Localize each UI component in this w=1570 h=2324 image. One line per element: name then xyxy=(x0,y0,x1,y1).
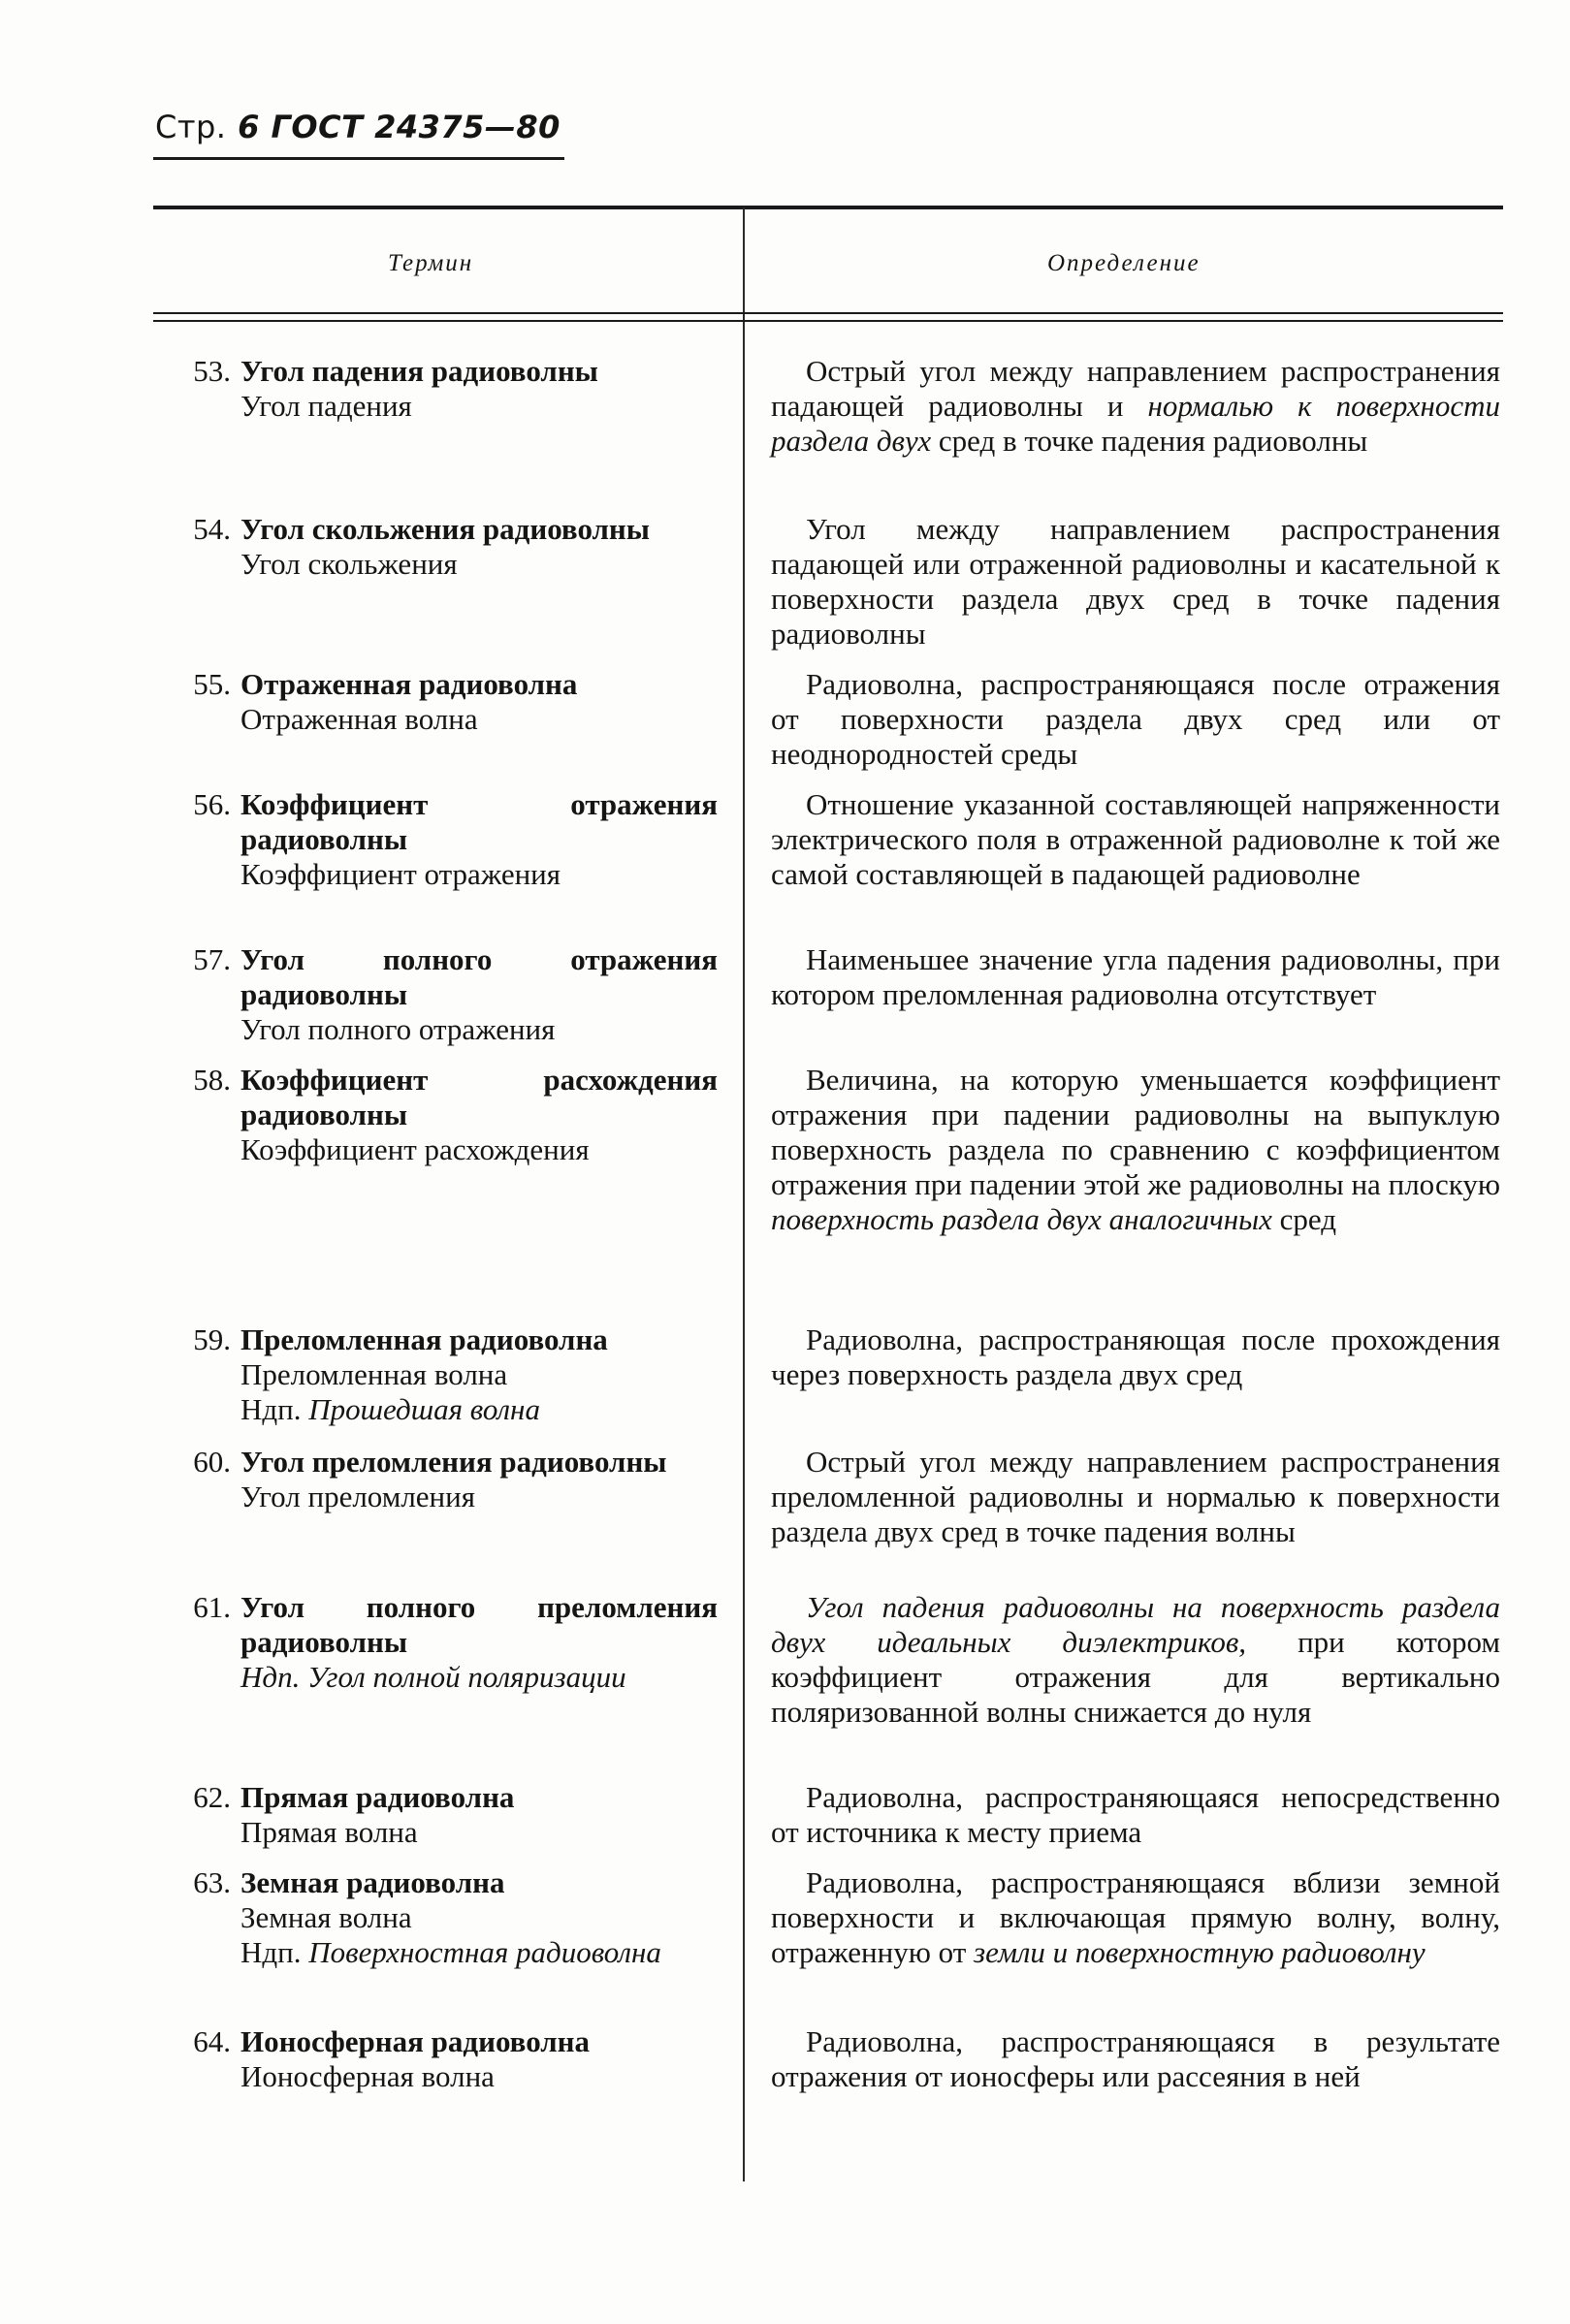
term-synonym: Ионосферная волна xyxy=(240,2059,495,2093)
standard-code: ГОСТ 24375—80 xyxy=(271,109,561,145)
term-deprecated xyxy=(240,1392,718,1427)
term-number: 55. xyxy=(193,667,231,701)
term-main: Угол полного отражения радиоволны xyxy=(240,942,718,1011)
term-number: 63. xyxy=(193,1865,231,1899)
definition-cell: Радиоволна, распространяющая после прохождения через поверхность раздела двух сред xyxy=(771,1322,1500,1391)
term-number: 58. xyxy=(193,1063,231,1097)
definition-cell xyxy=(771,1865,1500,1970)
definition-text-end: сред в точке падения радиоволны xyxy=(931,424,1368,458)
term-synonym: Коэффициент отражения xyxy=(240,857,561,891)
definition-italic: нормалью к поверхности раздела двух xyxy=(771,389,1500,458)
term-cell xyxy=(175,787,718,892)
term-cell xyxy=(175,1063,718,1167)
definition-text: Величина, на которую уменьшается коэффициент отражения при падении радиоволны на выпуклую поверхность раздела по сравнению с коэффициентом отражения при падении этой же радиоволны на плоскую xyxy=(771,1063,1500,1201)
term-synonym: Угол скольжения xyxy=(240,547,458,581)
term-cell xyxy=(175,1590,718,1695)
column-divider xyxy=(743,207,745,2181)
column-header-term: Термин xyxy=(388,250,474,276)
term-cell xyxy=(175,1445,718,1514)
definition-text: Радиоволна, распространяющаяся вблизи земной поверхности и включающая прямую волну, волну, отраженную от xyxy=(771,1865,1500,1969)
page-label: Стр. xyxy=(155,109,227,145)
term-number: 61. xyxy=(193,1590,231,1624)
header-rule-double-bottom xyxy=(153,320,1503,322)
term-main: Угол преломления радиоволны xyxy=(240,1445,667,1479)
term-synonym: Преломленная волна xyxy=(240,1357,508,1391)
definition-cell: Радиоволна, распространяющаяся в результате отражения от ионосферы или рассеяния в ней xyxy=(771,2024,1500,2093)
definition-italic: поверхность раздела двух аналогичных xyxy=(771,1202,1272,1236)
term-cell xyxy=(175,667,718,737)
term-number: 57. xyxy=(193,942,231,976)
term-synonym: Угол полного отражения xyxy=(240,1012,556,1046)
term-number: 60. xyxy=(193,1445,231,1479)
term-number: 59. xyxy=(193,1322,231,1356)
term-number: 64. xyxy=(193,2024,231,2058)
header-rule-double-top xyxy=(153,312,1503,314)
term-main: Прямая радиоволна xyxy=(240,1780,515,1814)
table-top-rule xyxy=(153,206,1503,209)
term-synonym: Коэффициент расхождения xyxy=(240,1132,590,1166)
term-cell xyxy=(175,2024,718,2094)
term-number: 54. xyxy=(193,512,231,546)
definition-cell xyxy=(771,1590,1500,1730)
term-number: 56. xyxy=(193,787,231,821)
term-synonym: Угол падения xyxy=(240,389,412,423)
term-synonym: Прямая волна xyxy=(240,1815,418,1849)
term-cell xyxy=(175,1865,718,1970)
term-synonym: Земная волна xyxy=(240,1900,412,1934)
definition-cell xyxy=(771,1063,1500,1237)
definition-text-end: сред xyxy=(1271,1202,1337,1236)
page-header xyxy=(155,109,561,145)
term-main: Коэффициент отражения радиоволны xyxy=(240,787,718,856)
deprecated-term: Поверхностная радиоволна xyxy=(308,1935,661,1969)
definition-cell xyxy=(771,354,1500,459)
term-main: Земная радиоволна xyxy=(240,1865,505,1899)
definition-cell: Острый угол между направлением распространения преломленной радиоволны и нормалью к поверхности раздела двух сред в точке падения волны xyxy=(771,1445,1500,1548)
term-main: Ионосферная радиоволна xyxy=(240,2024,591,2058)
term-main: Отраженная радиоволна xyxy=(240,667,578,701)
column-header-definition: Определение xyxy=(1047,250,1201,276)
deprecated-label: Ндп. xyxy=(240,1392,302,1426)
term-main: Угол скольжения радиоволны xyxy=(240,512,650,546)
term-main: Угол полного преломления радиоволны xyxy=(240,1590,718,1659)
page-number: 6 xyxy=(238,109,260,145)
term-deprecated xyxy=(240,1935,718,1970)
deprecated-term: Прошедшая волна xyxy=(308,1392,540,1426)
term-number: 62. xyxy=(193,1780,231,1814)
term-synonym: Ндп. Угол полной поляризации xyxy=(240,1660,626,1694)
term-cell xyxy=(175,1780,718,1850)
definition-italic: земли и поверхностную радиоволну xyxy=(974,1935,1426,1969)
definition-text-end: при котором коэффициент отражения для вертикально поляризованной волны снижается до нуля xyxy=(771,1625,1500,1729)
definition-cell: Радиоволна, распространяющаяся после отражения от поверхности раздела двух сред или от неоднородностей среды xyxy=(771,667,1500,771)
term-cell xyxy=(175,1322,718,1427)
term-main: Угол падения радиоволны xyxy=(240,354,598,388)
definition-cell: Радиоволна, распространяющаяся непосредственно от источника к месту приема xyxy=(771,1780,1500,1849)
term-cell xyxy=(175,942,718,1047)
definition-text: Острый угол между направлением распространения падающей радиоволны и xyxy=(771,354,1500,423)
term-cell xyxy=(175,512,718,582)
deprecated-label: Ндп. xyxy=(240,1935,302,1969)
term-number: 53. xyxy=(193,354,231,388)
term-main: Коэффициент расхождения радиоволны xyxy=(240,1063,718,1131)
header-rule xyxy=(153,157,564,160)
definition-italic: Угол падения радиоволны на поверхность раздела двух идеальных диэлектриков, xyxy=(771,1590,1500,1659)
term-main: Преломленная радиоволна xyxy=(240,1322,608,1356)
definition-cell: Угол между направлением распространения падающей или отраженной радиоволны и касательной к поверхности раздела двух сред в точке падения радиоволны xyxy=(771,512,1500,651)
term-synonym: Угол преломления xyxy=(240,1480,475,1513)
definition-cell: Наименьшее значение угла падения радиоволны, при котором преломленная радиоволна отсутствует xyxy=(771,942,1500,1011)
term-synonym: Отраженная волна xyxy=(240,702,478,736)
term-cell xyxy=(175,354,718,424)
definition-cell: Отношение указанной составляющей напряженности электрического поля в отраженной радиоволне к той же самой составляющей в падающей радиоволне xyxy=(771,787,1500,891)
